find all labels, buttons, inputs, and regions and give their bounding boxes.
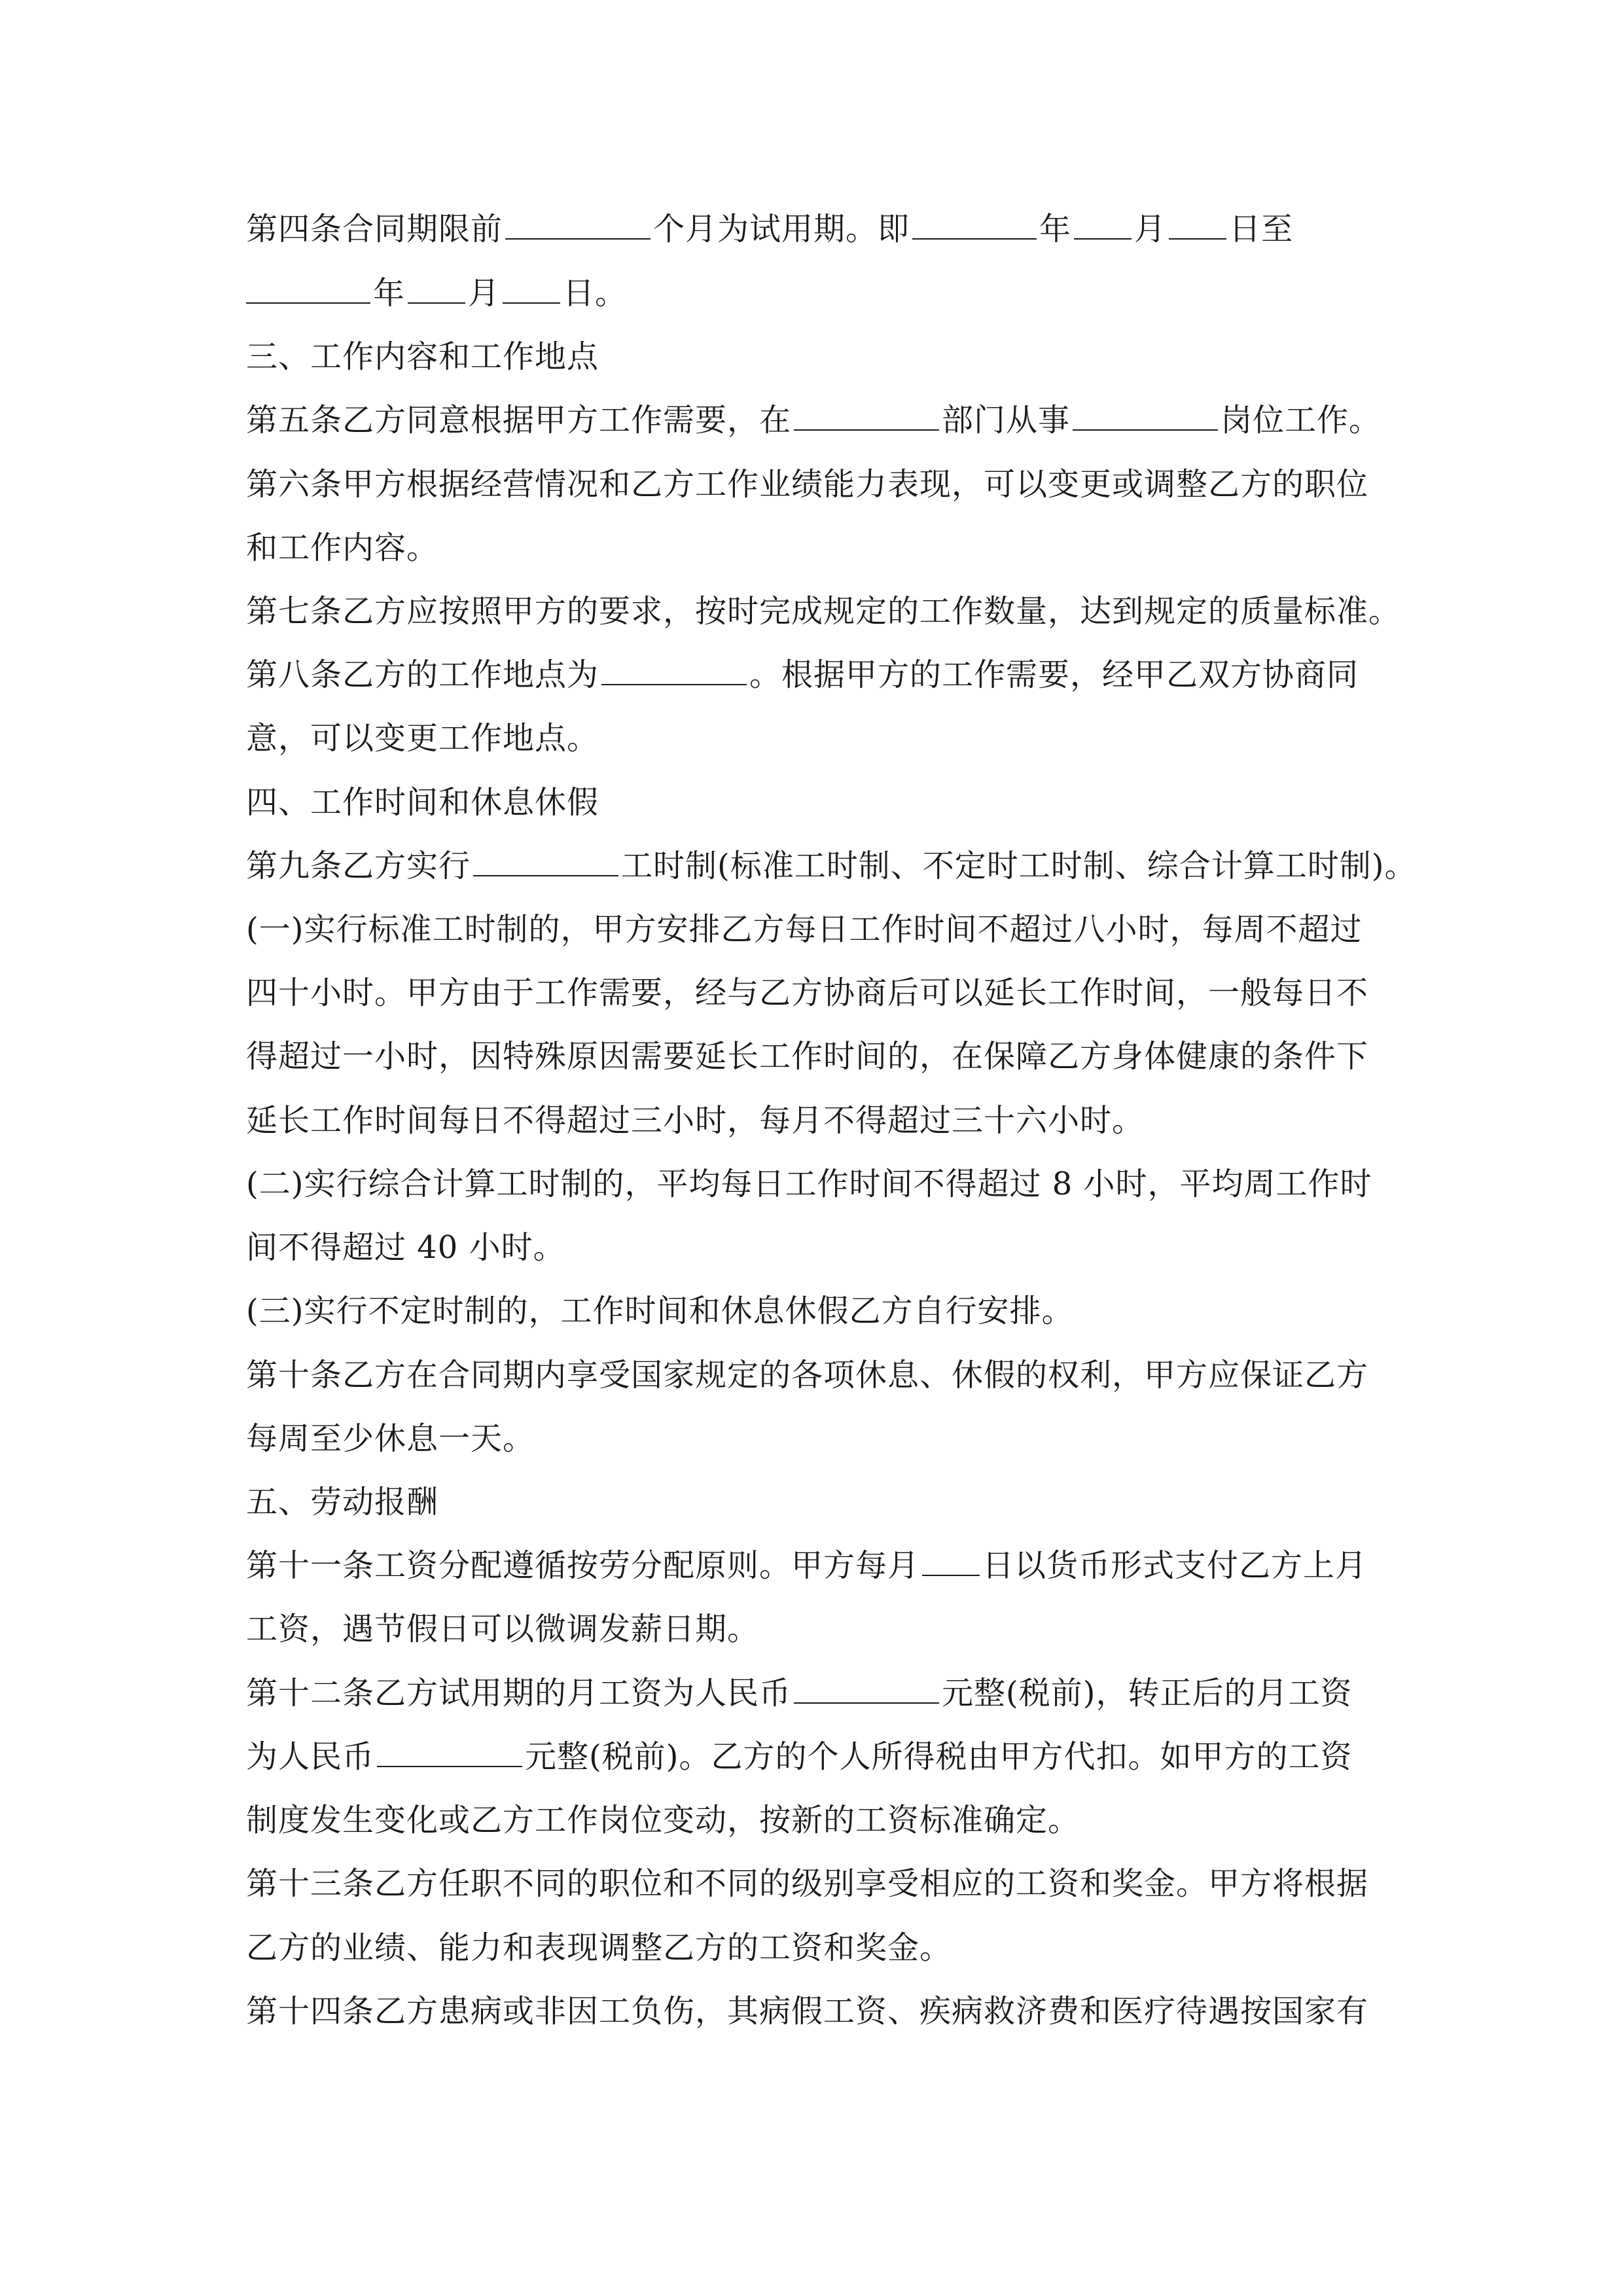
item-2-line-2: 间不得超过 40 小时。 — [246, 1229, 565, 1266]
text: 第十一条工资分配遵循按劳分配原则。甲方每月 — [246, 1547, 920, 1584]
clause-12-line-3: 制度发生变化或乙方工作岗位变动，按新的工资标准确定。 — [246, 1802, 1080, 1839]
section-heading-5: 五、劳动报酬 — [246, 1484, 439, 1520]
text: 第十二条乙方试用期的月工资为人民币 — [246, 1675, 792, 1712]
clause-12-line-1 — [246, 1674, 1385, 1713]
text: 第八条乙方的工作地点为 — [246, 656, 599, 693]
clause-9-line — [246, 846, 1417, 886]
item-2-line-1: (二)实行综合计算工时制的，平均每日工作时间不得超过 8 小时，平均周工作时 — [246, 1166, 1372, 1202]
text: 日以货币形式支付乙方上月 — [982, 1547, 1368, 1584]
blank-field[interactable] — [377, 1737, 522, 1767]
item-1-line-1: (一)实行标准工时制的，甲方安排乙方每日工作时间不超过八小时，每周不超过 — [246, 911, 1363, 948]
blank-field[interactable] — [1073, 401, 1218, 431]
text: 年 — [373, 275, 406, 312]
blank-field[interactable] — [1074, 209, 1132, 240]
text: 部门从事 — [942, 402, 1071, 439]
blank-field[interactable] — [1169, 209, 1226, 240]
blank-field[interactable] — [408, 274, 465, 304]
text: 月 — [468, 275, 501, 312]
item-3-line: (三)实行不定时制的，工作时间和休息休假乙方自行安排。 — [246, 1293, 1074, 1329]
clause-8-line-1 — [246, 655, 1385, 694]
clause-7-line: 第七条乙方应按照甲方的要求，按时完成规定的工作数量，达到规定的质量标准。 — [246, 593, 1401, 630]
clause-10-line-1: 第十条乙方在合同期内享受国家规定的各项休息、休假的权利，甲方应保证乙方 — [246, 1357, 1369, 1393]
text: 元整(税前)，转正后的月工资 — [942, 1675, 1353, 1712]
text: 岗位工作。 — [1221, 402, 1382, 439]
clause-11-line-2: 工资，遇节假日可以微调发薪日期。 — [246, 1611, 760, 1647]
blank-field[interactable] — [794, 1674, 939, 1704]
text: 工时制(标准工时制、不定时工时制、综合计算工时制)。 — [621, 848, 1417, 884]
item-1-line-3: 得超过一小时，因特殊原因需要延长工作时间的，在保障乙方身体健康的条件下 — [246, 1038, 1369, 1075]
blank-field[interactable] — [473, 846, 618, 876]
clause-8-line-2: 意，可以变更工作地点。 — [246, 720, 599, 757]
section-heading-3: 三、工作内容和工作地点 — [246, 338, 599, 375]
blank-field[interactable] — [922, 1546, 980, 1576]
text: 个月为试用期。即 — [653, 211, 910, 247]
text: 为人民币 — [246, 1738, 375, 1775]
clause-10-line-2: 每周至少休息一天。 — [246, 1420, 535, 1457]
blank-field[interactable] — [601, 655, 747, 685]
blank-field[interactable] — [503, 274, 560, 304]
clause-5-line — [246, 401, 1385, 440]
clause-13-line-1: 第十三条乙方任职不同的职位和不同的级别享受相应的工资和奖金。甲方将根据 — [246, 1865, 1369, 1902]
clause-13-line-2: 乙方的业绩、能力和表现调整乙方的工资和奖金。 — [246, 1929, 952, 1966]
clause-4-line-1 — [246, 209, 1385, 249]
clause-12-line-2 — [246, 1737, 1385, 1776]
clause-6-line-1: 第六条甲方根据经营情况和乙方工作业绩能力表现，可以变更或调整乙方的职位 — [246, 466, 1369, 503]
blank-field[interactable] — [912, 209, 1037, 240]
text: 日至 — [1229, 211, 1294, 247]
text: 第九条乙方实行 — [246, 848, 471, 884]
section-heading-4: 四、工作时间和休息休假 — [246, 784, 599, 821]
clause-4-line-2 — [246, 274, 1385, 313]
text: 。根据甲方的工作需要，经甲乙双方协商同 — [749, 656, 1359, 693]
text: 元整(税前)。乙方的个人所得税由甲方代扣。如甲方的工资 — [525, 1738, 1353, 1775]
item-1-line-4: 延长工作时间每日不得超过三小时，每月不得超过三十六小时。 — [246, 1102, 1145, 1139]
clause-11-line-1 — [246, 1546, 1385, 1585]
text: 第四条合同期限前 — [246, 211, 503, 247]
blank-field[interactable] — [794, 401, 939, 431]
clause-14-line-1: 第十四条乙方患病或非因工负伤，其病假工资、疾病救济费和医疗待遇按国家有 — [246, 1993, 1369, 2030]
text: 年 — [1039, 211, 1072, 247]
item-1-line-2: 四十小时。甲方由于工作需要，经与乙方协商后可以延长工作时间，一般每日不 — [246, 975, 1369, 1011]
text: 第五条乙方同意根据甲方工作需要，在 — [246, 402, 792, 439]
blank-field[interactable] — [505, 209, 651, 240]
blank-field[interactable] — [246, 274, 370, 304]
text: 日。 — [563, 275, 628, 312]
clause-6-line-2: 和工作内容。 — [246, 529, 439, 566]
text: 月 — [1134, 211, 1167, 247]
